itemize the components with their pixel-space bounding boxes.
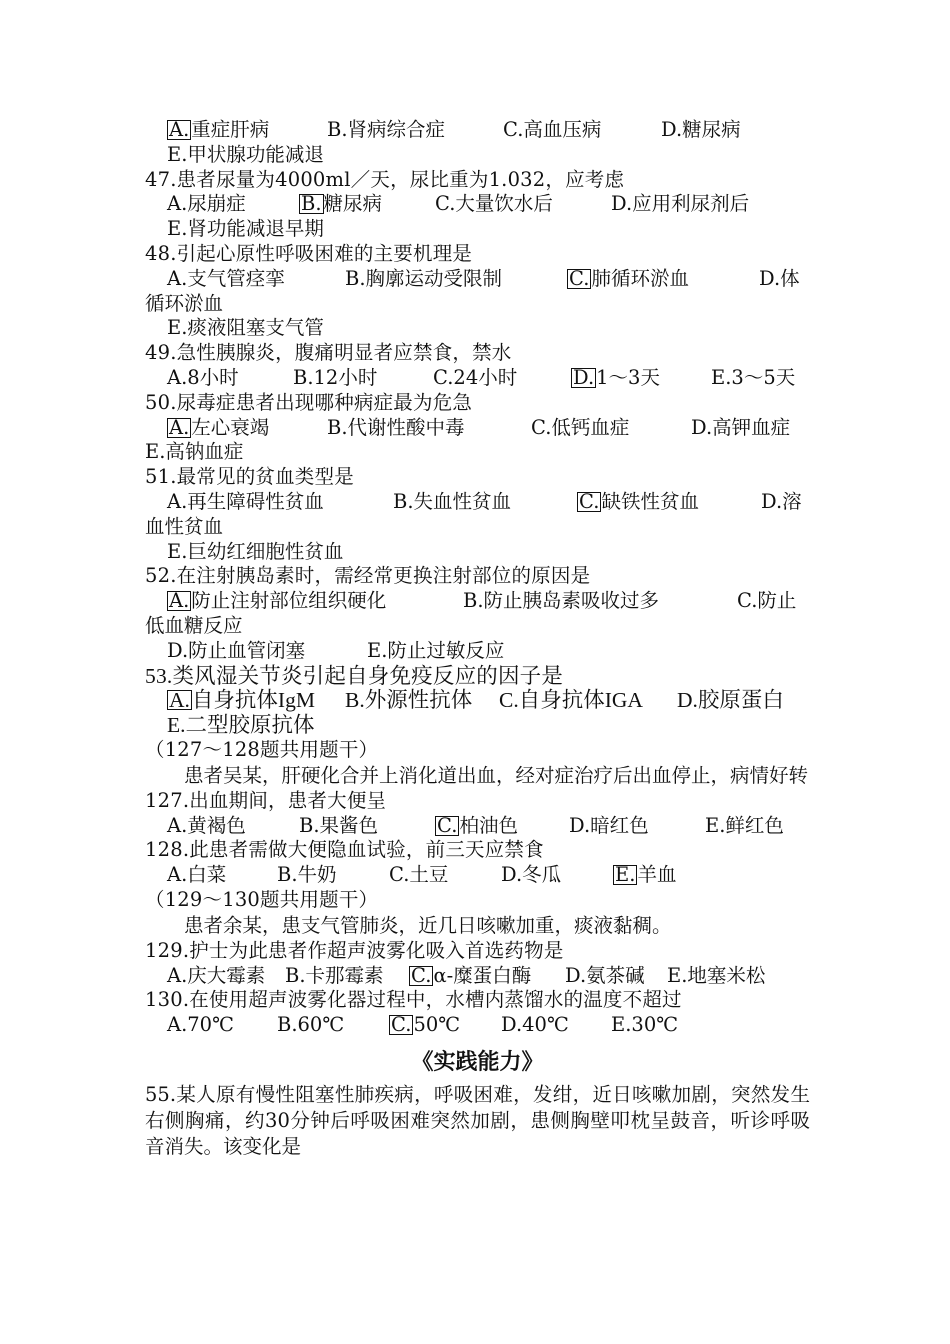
answer-option-correct bbox=[577, 490, 761, 515]
question-stem: （129～130题共用题干） bbox=[145, 887, 379, 911]
question-stem: 130.在使用超声波雾化器过程中，水槽内蒸馏水的温度不超过 bbox=[145, 988, 682, 1012]
answer-option: A.白菜 bbox=[167, 863, 227, 887]
answer-mark-box: E. bbox=[615, 863, 636, 887]
answer-option: B.防止胰岛素吸收过多 bbox=[463, 589, 660, 613]
answer-option: B.卡那霉素 bbox=[285, 963, 384, 987]
answer-option: B.60℃ bbox=[277, 1013, 345, 1037]
answer-option: C.24小时 bbox=[433, 365, 518, 389]
question-stem: 50.尿毒症患者出现哪种病症最为危急 bbox=[145, 390, 473, 414]
answer-option: D.防止血管闭塞 bbox=[167, 638, 306, 662]
answer-mark-box: A. bbox=[169, 415, 190, 439]
answer-option: D.冬瓜 bbox=[501, 863, 562, 887]
answer-option: 循环淤血 bbox=[145, 291, 224, 315]
answer-mark-box: C. bbox=[391, 1013, 412, 1037]
answer-option: A.支气管痉挛 bbox=[167, 266, 285, 290]
option-text: 糖尿病 bbox=[323, 192, 383, 216]
answer-option-correct bbox=[299, 192, 435, 217]
answer-option: D.胶原蛋白 bbox=[677, 688, 784, 713]
option-line bbox=[145, 964, 810, 989]
answer-mark-box: D. bbox=[573, 365, 595, 389]
answer-option: E.痰液阻塞支气管 bbox=[167, 316, 324, 340]
option-text: 1～3天 bbox=[596, 365, 660, 389]
option-text: 肺循环淤血 bbox=[591, 266, 689, 290]
answer-mark-box: A. bbox=[169, 589, 190, 613]
exam-page bbox=[145, 118, 810, 1160]
question-list bbox=[145, 118, 810, 1038]
option-text: 柏油色 bbox=[459, 813, 518, 837]
answer-option: E.肾功能减退早期 bbox=[167, 217, 324, 241]
answer-option-correct bbox=[167, 118, 327, 143]
answer-option: E.高钠血症 bbox=[145, 440, 244, 464]
option-text: 防止注射部位组织硬化 bbox=[191, 589, 387, 613]
answer-option: C.土豆 bbox=[389, 863, 449, 887]
answer-option: D.溶 bbox=[761, 489, 802, 513]
shared-stem-text: 患者吴某，肝硬化合并上消化道出血，经对症治疗后出血停止，病情好转 bbox=[145, 763, 809, 787]
answer-option: D.40℃ bbox=[501, 1013, 569, 1037]
answer-option-correct bbox=[167, 688, 345, 713]
option-line bbox=[145, 639, 810, 664]
answer-option: B.外源性抗体 bbox=[345, 688, 473, 713]
option-text: 50℃ bbox=[413, 1013, 461, 1037]
answer-option: 低血糖反应 bbox=[145, 613, 243, 637]
option-line bbox=[145, 416, 810, 441]
option-text: α-糜蛋白酶 bbox=[433, 963, 532, 987]
option-line bbox=[145, 614, 810, 639]
option-text: 羊血 bbox=[637, 863, 677, 887]
question-stem: （127～128题共用题干） bbox=[145, 737, 379, 761]
answer-option: A.70℃ bbox=[167, 1013, 234, 1037]
answer-option: E.二型胶原抗体 bbox=[167, 713, 315, 738]
option-line bbox=[145, 814, 810, 839]
answer-option-correct bbox=[167, 416, 327, 441]
answer-option: D.氨茶碱 bbox=[565, 963, 645, 987]
answer-mark-box: A. bbox=[169, 688, 190, 713]
answer-option-correct bbox=[435, 814, 569, 839]
shared-stem-text: 患者余某，患支气管肺炎，近几日咳嗽加重，痰液黏稠。 bbox=[145, 913, 672, 937]
option-text: 自身抗体IgM bbox=[191, 688, 315, 713]
question-55: 55.某人原有慢性阻塞性肺疾病，呼吸困难，发绀，近日咳嗽加剧，突然发生右侧胸痛，约30分钟后呼吸困难突然加剧，患侧胸壁叩枕呈鼓音，听诊呼吸音消失。该变化是 bbox=[145, 1082, 810, 1158]
option-line bbox=[145, 863, 810, 888]
answer-option: A.庆大霉素 bbox=[167, 963, 266, 987]
answer-option: E.巨幼红细胞性贫血 bbox=[167, 539, 344, 563]
question-stem: 47.患者尿量为4000ml／天，尿比重为1.032，应考虑 bbox=[145, 167, 625, 191]
option-text: 重症肝病 bbox=[191, 118, 270, 141]
answer-option-correct bbox=[389, 1013, 501, 1038]
option-line bbox=[145, 267, 810, 292]
answer-mark-box: B. bbox=[301, 192, 322, 216]
option-line bbox=[145, 515, 810, 540]
answer-option: D.高钾血症 bbox=[691, 415, 791, 439]
answer-option: D.体 bbox=[759, 266, 800, 290]
answer-option: E.3～5天 bbox=[711, 365, 796, 389]
answer-option: D.应用利尿剂后 bbox=[611, 192, 750, 216]
answer-option-correct bbox=[167, 589, 463, 614]
answer-option: E.30℃ bbox=[611, 1013, 679, 1037]
answer-option: E.鲜红色 bbox=[705, 813, 784, 837]
answer-option: A.8小时 bbox=[167, 365, 239, 389]
answer-option-correct bbox=[567, 267, 759, 292]
answer-mark-box: C. bbox=[569, 266, 590, 290]
answer-option: B.失血性贫血 bbox=[393, 489, 512, 513]
option-line bbox=[145, 143, 810, 168]
answer-option: B.牛奶 bbox=[277, 863, 337, 887]
question-stem: 129.护士为此患者作超声波雾化吸入首选药物是 bbox=[145, 938, 564, 962]
option-line bbox=[145, 1013, 810, 1038]
answer-option: E.地塞米松 bbox=[667, 963, 766, 987]
answer-option-correct bbox=[571, 366, 711, 391]
answer-option: B.果酱色 bbox=[299, 813, 379, 837]
answer-option: C.高血压病 bbox=[503, 118, 602, 141]
answer-option: 血性贫血 bbox=[145, 514, 224, 538]
option-line bbox=[145, 688, 810, 713]
question-stem: 49.急性胰腺炎，腹痛明显者应禁食，禁水 bbox=[145, 341, 512, 365]
answer-option: C.自身抗体IGA bbox=[499, 688, 643, 713]
option-line bbox=[145, 118, 810, 143]
option-line bbox=[145, 490, 810, 515]
answer-mark-box: C. bbox=[437, 813, 458, 837]
answer-option: B.肾病综合症 bbox=[327, 118, 446, 141]
answer-option: C.低钙血症 bbox=[531, 415, 630, 439]
answer-option: C.防止 bbox=[737, 589, 797, 613]
answer-option: A.尿崩症 bbox=[167, 192, 246, 216]
answer-option: E.甲状腺功能减退 bbox=[167, 142, 324, 166]
option-line bbox=[145, 540, 810, 565]
answer-option: E.防止过敏反应 bbox=[367, 638, 505, 662]
answer-option: A.再生障碍性贫血 bbox=[167, 489, 324, 513]
question-stem: 53.类风湿关节炎引起自身免疫反应的因子是 bbox=[145, 663, 564, 688]
answer-option: B.12小时 bbox=[293, 365, 378, 389]
answer-option: D.暗红色 bbox=[569, 813, 649, 837]
question-stem: 52.在注射胰岛素时，需经常更换注射部位的原因是 bbox=[145, 564, 591, 588]
answer-option-correct bbox=[409, 964, 565, 989]
option-text: 缺铁性贫血 bbox=[601, 489, 699, 513]
answer-option-correct bbox=[613, 863, 676, 888]
option-line bbox=[145, 589, 810, 614]
question-stem: 127.出血期间，患者大便呈 bbox=[145, 788, 387, 812]
answer-option: A.黄褐色 bbox=[167, 813, 246, 837]
answer-mark-box: A. bbox=[169, 118, 190, 141]
option-line bbox=[145, 440, 810, 465]
question-stem: 128.此患者需做大便隐血试验，前三天应禁食 bbox=[145, 838, 544, 862]
section-title: 《实践能力》 bbox=[411, 1048, 544, 1075]
question-stem: 48.引起心原性呼吸困难的主要机理是 bbox=[145, 241, 473, 265]
answer-mark-box: C. bbox=[411, 963, 432, 987]
option-line bbox=[145, 713, 810, 738]
answer-option: C.大量饮水后 bbox=[435, 192, 553, 216]
answer-option: B.代谢性酸中毒 bbox=[327, 415, 465, 439]
option-text: 左心衰竭 bbox=[191, 415, 270, 439]
answer-mark-box: C. bbox=[579, 489, 600, 513]
option-line bbox=[145, 192, 810, 217]
answer-option: D.糖尿病 bbox=[661, 118, 741, 141]
option-line bbox=[145, 217, 810, 242]
option-line bbox=[145, 292, 810, 317]
option-line bbox=[145, 366, 810, 391]
answer-option: B.胸廓运动受限制 bbox=[345, 266, 503, 290]
option-line bbox=[145, 316, 810, 341]
question-stem: 51.最常见的贫血类型是 bbox=[145, 465, 354, 489]
